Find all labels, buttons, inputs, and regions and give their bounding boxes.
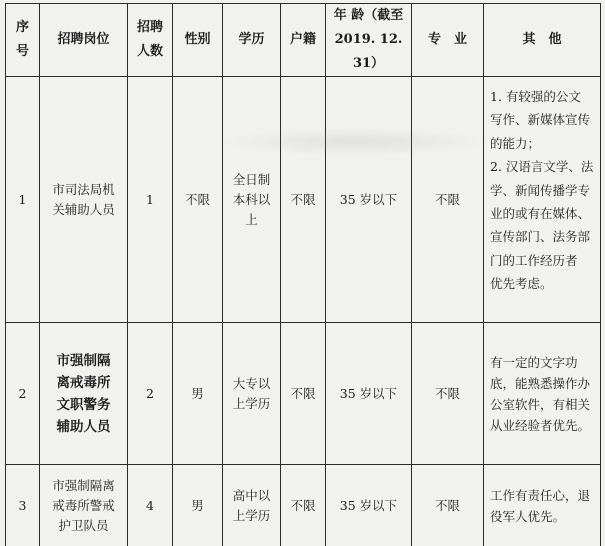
row-age: 35 岁以下: [326, 77, 412, 323]
row-education: [223, 77, 281, 323]
other-line: 学、新闻传播学专: [490, 182, 591, 198]
table-row: [6, 323, 601, 465]
other-line: 有一定的文字功: [490, 354, 578, 370]
row-hukou: 不限: [281, 323, 326, 465]
other-line: 从业经验者优先。: [490, 417, 591, 433]
header-count: [128, 4, 173, 77]
row-position: [40, 323, 128, 465]
position-line: 辅助人员: [56, 418, 111, 435]
header-text: 专 业: [427, 32, 467, 47]
row-no: 3: [6, 465, 40, 546]
header-text: 性别: [184, 32, 211, 47]
other-line: 底，能熟悉操作办: [490, 375, 591, 391]
header-text: 人数: [136, 44, 163, 59]
header-text: 招聘: [136, 20, 163, 35]
header-row: [6, 4, 601, 77]
table-row: [6, 77, 601, 323]
header-education: [223, 4, 281, 77]
row-major: 不限: [412, 465, 484, 546]
row-gender: 不限: [173, 77, 223, 323]
education-line: 大专以: [232, 375, 271, 391]
header-text: 其 他: [522, 32, 562, 47]
header-text: 号: [15, 44, 29, 59]
header-text: 序: [15, 20, 29, 35]
row-other: [484, 465, 601, 546]
header-major: [412, 4, 484, 77]
other-line: 业的或有在媒体、: [490, 206, 591, 222]
other-line: 公室软件，有相关: [490, 396, 591, 412]
position-line: 文职警务: [56, 396, 111, 413]
row-count: 1: [128, 77, 173, 323]
education-line: 上学历: [232, 395, 271, 411]
other-line: 工作有责任心，退: [490, 487, 591, 503]
table-row: [6, 465, 601, 546]
row-age: 35 岁以下: [326, 465, 412, 546]
other-line: 的能力；: [490, 135, 541, 151]
other-line: 宣传部门、法务部: [490, 229, 591, 245]
header-other: [484, 4, 601, 77]
header-text: 2019. 12. 31）: [334, 32, 403, 71]
education-line: 上: [245, 211, 258, 227]
education-line: 全日制: [232, 171, 271, 187]
header-text: 招聘岗位: [57, 32, 110, 47]
education-line: 高中以: [232, 487, 271, 503]
header-age: [326, 4, 412, 77]
other-line: 写作、新媒体宣传: [490, 112, 591, 128]
row-other: [484, 323, 601, 465]
education-line: 上学历: [232, 507, 271, 523]
position-line: 离戒毒所: [56, 374, 111, 391]
row-no: 1: [6, 77, 40, 323]
row-age: 35 岁以下: [326, 323, 412, 465]
position-line: 市强制隔: [56, 352, 111, 369]
row-major: 不限: [412, 77, 484, 323]
header-gender: [173, 4, 223, 77]
row-count: 4: [128, 465, 173, 546]
position-line: 戒毒所警戒: [52, 497, 115, 513]
position-line: 市司法局机: [52, 181, 115, 197]
education-line: 本科以: [232, 191, 271, 207]
position-line: 市强制隔离: [52, 477, 115, 493]
header-text: 学历: [238, 32, 265, 47]
header-text: 年 龄（截至: [333, 8, 404, 23]
row-other: [484, 77, 601, 323]
other-line: 2. 汉语言文学、法: [490, 159, 594, 175]
row-hukou: 不限: [281, 465, 326, 546]
row-position: [40, 77, 128, 323]
header-position: [40, 4, 128, 77]
other-line: 1. 有较强的公文: [490, 89, 581, 104]
row-position: [40, 465, 128, 546]
header-hukou: [281, 4, 326, 77]
row-major: 不限: [412, 323, 484, 465]
position-line: 护卫队员: [58, 517, 109, 533]
other-line: 门的工作经历者: [490, 252, 578, 268]
row-gender: 男: [173, 323, 223, 465]
header-text: 户籍: [289, 32, 316, 47]
row-gender: 男: [173, 465, 223, 546]
row-no: 2: [6, 323, 40, 465]
recruitment-table: [5, 3, 601, 546]
header-no: [6, 4, 40, 77]
row-count: 2: [128, 323, 173, 465]
other-line: 优先考虑。: [490, 276, 553, 292]
row-education: [223, 465, 281, 546]
row-education: [223, 323, 281, 465]
row-hukou: 不限: [281, 77, 326, 323]
position-line: 关辅助人员: [52, 201, 115, 217]
other-line: 役军人优先。: [490, 508, 566, 524]
